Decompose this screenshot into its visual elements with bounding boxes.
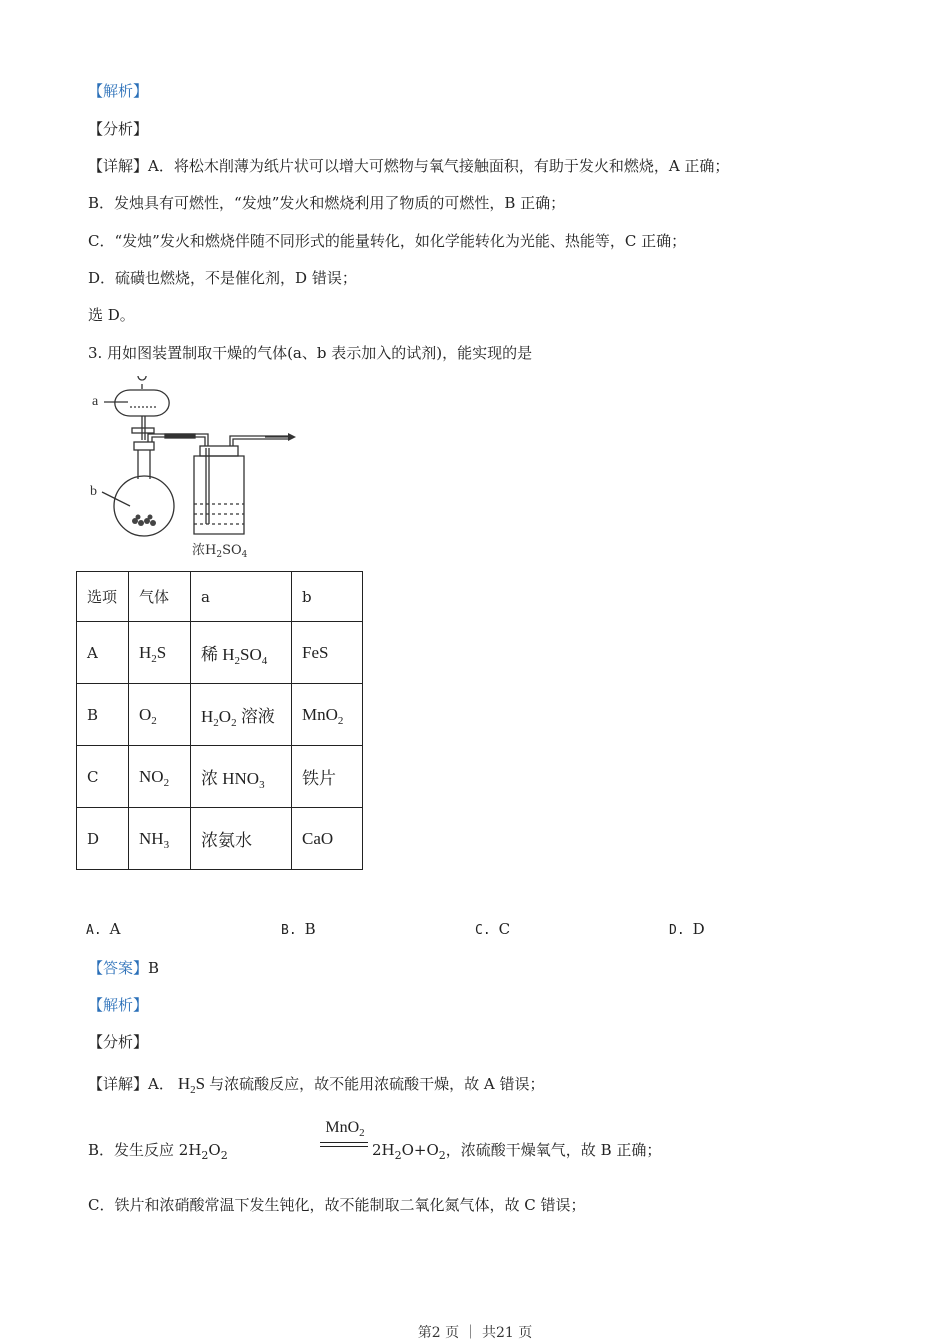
question-stem: 3. 用如图装置制取干燥的气体(a、b 表示加入的试剂)，能实现的是 (88, 344, 533, 362)
row-reagent-a: $H_2O_2$ 溶液 (191, 684, 292, 746)
table-row (77, 808, 363, 870)
answer-value: B (148, 959, 160, 977)
row-gas: $O_2$ (129, 684, 191, 746)
gas-generation-apparatus-diagram (80, 376, 310, 561)
detail-line-c-2: C．铁片和浓硝酸常温下发生钝化，故不能制取二氧化氮气体，故 C 错误； (88, 1196, 586, 1214)
option-c[interactable]: C. C (475, 920, 511, 938)
row-option: A (77, 622, 129, 684)
answer-label: 【答案】 (88, 959, 149, 977)
header-a: a (191, 572, 292, 622)
row-gas: $NO_2$ (129, 746, 191, 808)
row-option: D (77, 808, 129, 870)
reaction-equals-sign (320, 1142, 368, 1147)
reaction-reactant: B．发生反应 $2H_2O_2$ (88, 1141, 228, 1162)
row-reagent-b: CaO (292, 808, 363, 870)
row-gas: $H_2S$ (129, 622, 191, 684)
table-row (77, 746, 363, 808)
page-footer: 第2 页 ｜ 共21 页 (417, 1325, 533, 1341)
row-reagent-b: MnO$_2$ (292, 684, 363, 746)
reaction-line (88, 1119, 788, 1169)
option-a[interactable]: A. A (86, 920, 121, 938)
jiexi-heading: 【解析】 (88, 82, 149, 100)
choose-line: 选 D。 (88, 306, 135, 324)
row-reagent-a: 浓 $HNO_3$ (191, 746, 292, 808)
row-option: B (77, 684, 129, 746)
row-reagent-b: FeS (292, 622, 363, 684)
figure-label-a: a (92, 394, 99, 409)
table-header-row (77, 572, 363, 622)
detail-line-c: C．“发烛”发火和燃烧伴随不同形式的能量转化，如化学能转化为光能、热能等，C 正确； (88, 232, 687, 250)
jiexi-heading-2: 【解析】 (88, 996, 149, 1014)
answer-options (0, 920, 950, 942)
row-reagent-b: 铁片 (292, 746, 363, 808)
header-b: b (292, 572, 363, 622)
fenxi-heading-2: 【分析】 (88, 1033, 149, 1051)
figure-caption: 浓$H_2SO_4$ (192, 543, 248, 560)
figure-label-b: b (90, 484, 97, 499)
fenxi-heading: 【分析】 (88, 120, 149, 138)
row-reagent-a: 稀 $H_2SO_4$ (191, 622, 292, 684)
answer-line (88, 958, 159, 978)
header-option: 选项 (77, 572, 129, 622)
option-d[interactable]: D. D (669, 920, 705, 938)
detail-line-b: B．发烛具有可燃性，“发烛”发火和燃烧利用了物质的可燃性，B 正确； (88, 194, 566, 212)
table-row (77, 622, 363, 684)
reagent-table (76, 571, 363, 870)
option-b[interactable]: B. B (281, 920, 316, 938)
apparatus-figure (80, 376, 310, 565)
row-option: C (77, 746, 129, 808)
detail-line-a: 【详解】A．将松木削薄为纸片状可以增大可燃物与氧气接触面积，有助于发火和燃烧，A 正确； (88, 157, 730, 175)
detail-line-d: D．硫磺也燃烧，不是催化剂，D 错误； (88, 269, 357, 287)
row-gas: $NH_3$ (129, 808, 191, 870)
row-reagent-a: 浓氨水 (191, 808, 292, 870)
table-row (77, 684, 363, 746)
reaction-catalyst: MnO$_2$ (325, 1119, 365, 1139)
header-gas: 气体 (129, 572, 191, 622)
reaction-product: $2H_2O+O_2$，浓硫酸干燥氧气，故 B 正确； (372, 1141, 662, 1162)
detail-line-a-2: 【详解】A． $H_2S$ 与浓硫酸反应，故不能用浓硫酸干燥，故 A 错误； (88, 1074, 545, 1096)
